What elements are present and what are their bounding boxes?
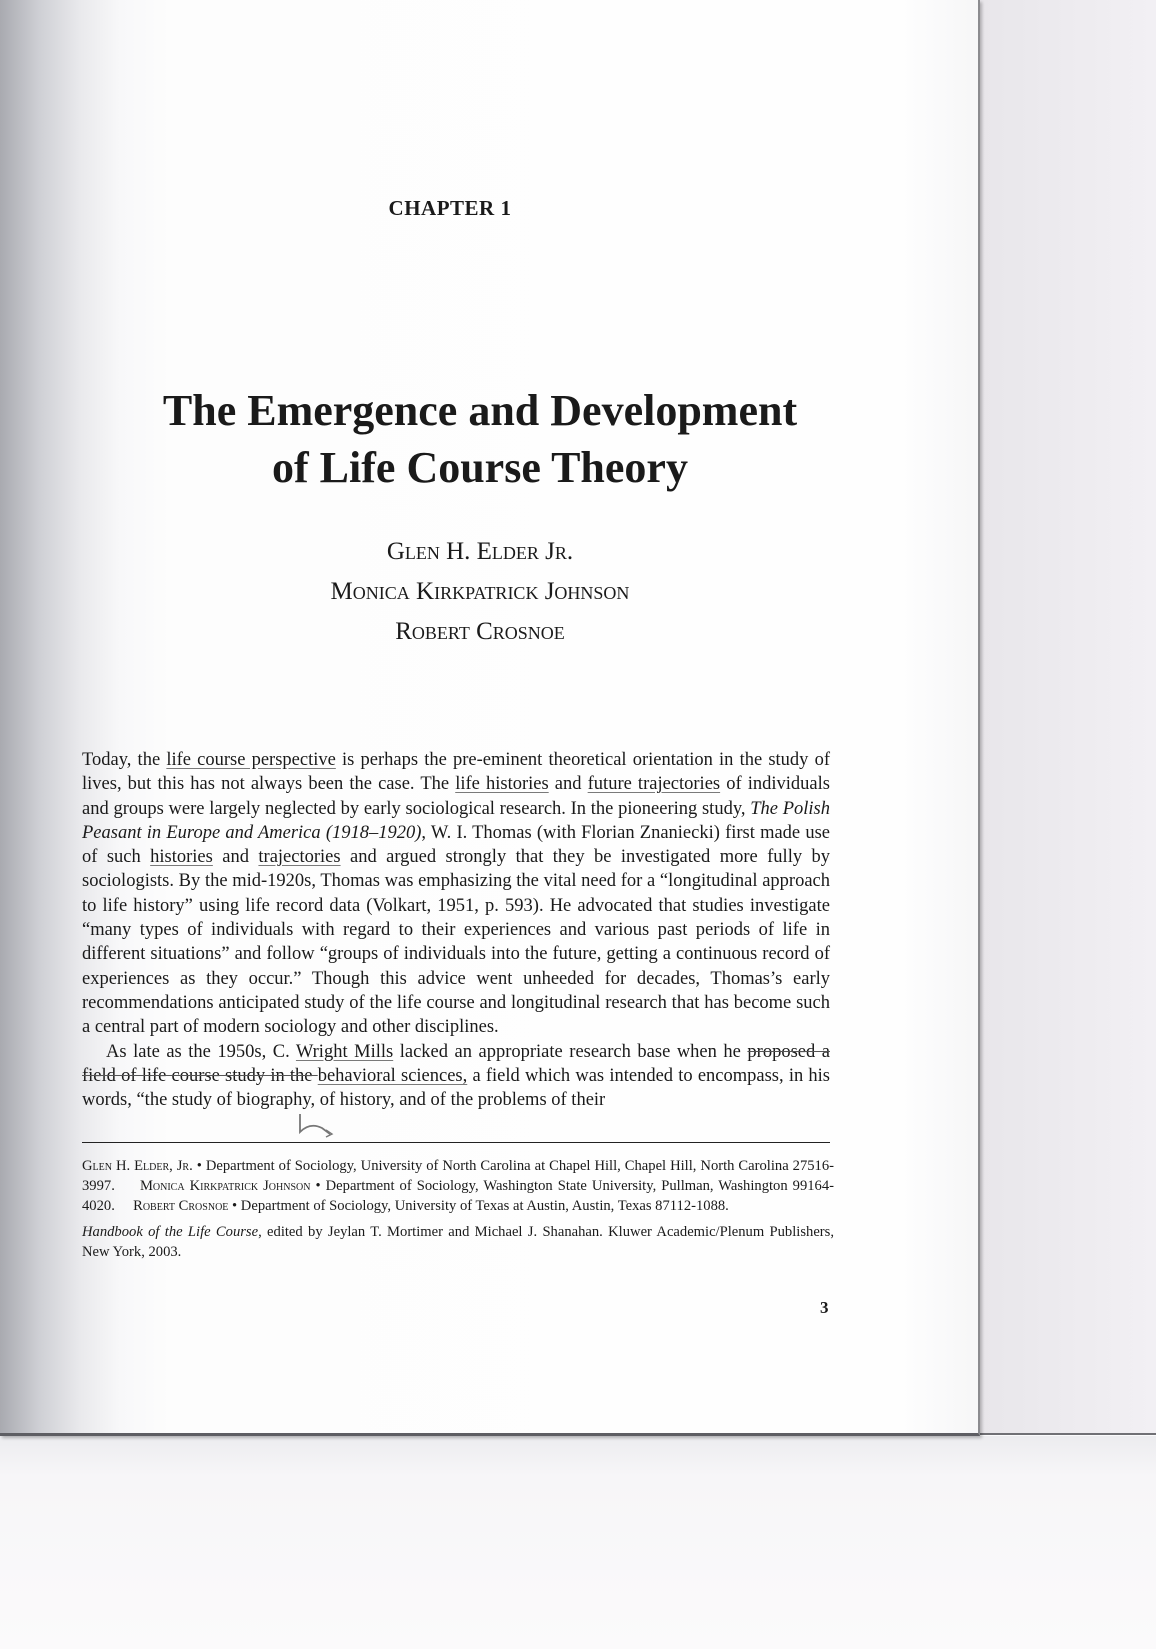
chapter-title: [60, 382, 900, 496]
underlined-phrase: future trajectories: [587, 774, 721, 795]
text-run: of individuals and groups were largely neglected by early sociological research. In the pioneering study,: [82, 774, 830, 819]
chapter-label: CHAPTER 1: [388, 196, 512, 220]
author-affiliations: [82, 1156, 834, 1216]
publication-info: [82, 1222, 834, 1262]
scanner-bed: [0, 1436, 1156, 1649]
underlined-phrase: trajectories: [258, 847, 341, 868]
underlying-page-edge: [978, 0, 1156, 1435]
handbook-title: Handbook of the Life Course: [82, 1224, 259, 1240]
text-run: and: [548, 774, 588, 795]
title-line-2: of Life Course Theory: [272, 443, 688, 492]
paragraph-2: [82, 1040, 830, 1113]
underlined-phrase: Wright Mills: [295, 1041, 394, 1062]
text-run: , W. I. Thomas (with Florian Znaniecki) first made use of such: [82, 822, 830, 868]
publication-details: , edited by Jeylan T. Mortimer and Michael J. Shanahan. Kluwer Academic/Plenum Publishers, New York, 2003.: [82, 1224, 834, 1260]
author-list: [60, 532, 900, 652]
footnote-author-3: Robert Crosnoe: [133, 1198, 229, 1214]
handwritten-arrow-icon: [296, 1112, 356, 1142]
footnote-affiliation-3: • Department of Sociology, University of Texas at Austin, Austin, Texas 87112-1088.: [228, 1198, 729, 1214]
author-3: Robert Crosnoe: [395, 618, 565, 645]
text-run: lacked an appropriate research base when he: [393, 1041, 748, 1062]
text-run: and argued strongly that they be investigated more fully by sociologists. By the mid-1920s, Thomas was emphasizing the vital need for a “longitudinal approach to life history” using life record data (Volkart, 1951, p. 593). He advocated that studies investigate “many types of individuals with regard to their experiences and various past periods of life in different situations” and follow “groups of individuals into the future, getting a continuous record of experiences as they occur.” Though this advice went unheeded for decades, Thomas’s early recommendations anticipated study of the life course and longitudinal research that has become such a central part of modern sociology and other disciplines.: [82, 847, 830, 1038]
footnote-author-1: Glen H. Elder, Jr.: [82, 1158, 193, 1174]
footnote-affiliation-2: • Department of Sociology, Washington State University, Pullman, Washington 99164-4020.: [82, 1178, 834, 1214]
paragraph-1: [82, 748, 830, 1040]
author-2: Monica Kirkpatrick Johnson: [330, 578, 630, 605]
underlined-phrase: life course perspective: [166, 750, 336, 770]
text-run: a field which was intended to encompass, in his words, “the study of biography, of history, and of the problems of their: [82, 1065, 830, 1111]
footnote: [82, 1156, 834, 1268]
footnote-affiliation-1: • Department of Sociology, University of North Carolina at Chapel Hill, Chapel Hill, North Carolina 27516-3997.: [82, 1158, 834, 1194]
text-run: and: [212, 847, 259, 868]
underlined-phrase: histories: [150, 847, 213, 868]
title-line-1: The Emergence and Development: [162, 386, 798, 435]
book-title-citation: The Polish Peasant in Europe and America (1918–1920): [82, 798, 830, 843]
underlined-phrase: behavioral sciences,: [317, 1065, 468, 1086]
footnote-divider: [82, 1142, 830, 1143]
struck-phrase: proposed a field of life course study in the: [82, 1041, 830, 1086]
text-run: As late as the 1950s, C.: [106, 1041, 296, 1062]
body-text: [82, 748, 830, 1112]
text-run: Today, the: [82, 750, 167, 770]
text-run: is perhaps the pre-eminent theoretical orientation in the study of lives, but this has not always been the case. The: [82, 750, 831, 795]
underlined-phrase: life histories: [455, 774, 549, 795]
page-number: 3: [820, 1298, 829, 1317]
author-1: Glen H. Elder Jr.: [386, 538, 574, 565]
footnote-author-2: Monica Kirkpatrick Johnson: [139, 1178, 311, 1194]
